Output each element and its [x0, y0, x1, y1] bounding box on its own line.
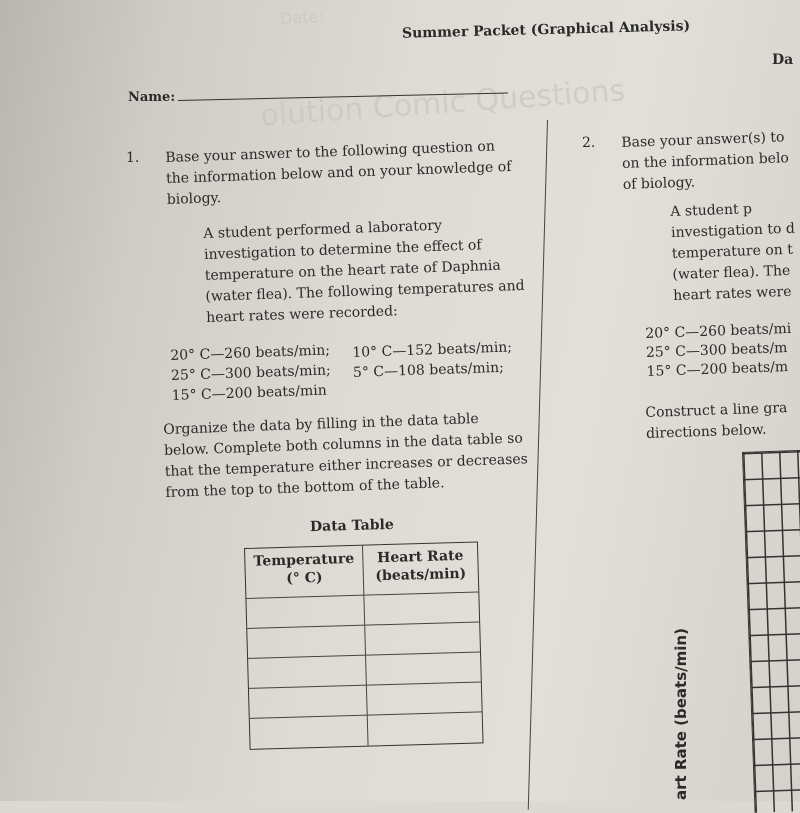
table-cell[interactable]: [248, 656, 367, 689]
data-table-title: Data Table: [309, 516, 394, 536]
question-2-passage: A student p investigation to d temperature on t (water flea). The heart rates were: [670, 201, 796, 304]
question-1-intro: Base your answer to the following question on the information below and on your knowledge of biology.: [165, 138, 512, 208]
bleed-through-heading: olution Comic Questions: [259, 73, 627, 134]
question-2-instructions: Construct a line gra directions below.: [645, 400, 788, 442]
packet-title: Summer Packet (Graphical Analysis): [401, 18, 691, 42]
question-2-number: 2.: [582, 135, 596, 151]
question-1-number: 1.: [126, 150, 140, 166]
question-2-data: 20° C—260 beats/mi 25° C—300 beats/m 15° C—200 beats/m: [645, 320, 792, 380]
table-cell[interactable]: [246, 596, 365, 629]
question-1-data-col2: 10° C—152 beats/min; 5° C—108 beats/min;: [352, 339, 513, 381]
table-cell[interactable]: [249, 686, 368, 719]
question-1-passage: A student performed a laboratory investigation to determine the effect of temperature on the heart rate of Daphnia (water flea). The following temperatures and heart rates were recorded:: [203, 217, 525, 326]
table-cell[interactable]: [250, 716, 369, 749]
table-header-heart-rate: Heart Rate (beats/min): [363, 542, 478, 595]
table-cell[interactable]: [364, 592, 479, 625]
data-table: [244, 541, 484, 749]
question-1-instructions: Organize the data by filling in the data table below. Complete both columns in the data table so that the temperature either increases or decreases from the top to the bottom of the table.: [163, 410, 529, 501]
table-cell[interactable]: [247, 626, 366, 659]
worksheet-page: Date: olution Comic Questions Summer Packet (Graphical Analysis) Da Name: 1. Base your answer to the following question on the information below and on your knowledge of biology. A student performed a laboratory investigation to determine the effect of temperature on the heart rate of Daphnia (water flea). The following temperatures and heart rates were recorded: 20° C—260 beats/min; 25° C—300 beats/min; 15° C—200 beats/min 10° C—152 beats/min; 5° C—108 beats/min; Organize the data by filling in the data table below. Complete both columns in the data table so that the temperature either increases or decreases from the top to the bottom of the table. Data Table Temperature (° C) Heart Rate (beats/min) 2. Base your answer(s) to on the information belo of biology. A student p investigation to d temperature on t (water flea). The heart rates were 20° C—260 beats/mi 25° C—300 beats/m 15° C—200 beats/m Construct a line gra directions below. art Rate (beats/min): [0, 0, 800, 801]
graph-grid: [742, 450, 800, 813]
bleed-through-text: Date:: [279, 6, 325, 29]
table-cell[interactable]: [365, 622, 480, 655]
question-1-data-col1: 20° C—260 beats/min; 25° C—300 beats/min; 15° C—200 beats/min: [170, 342, 331, 404]
table-header-temperature: Temperature (° C): [245, 546, 364, 599]
date-label: Da: [772, 52, 794, 68]
table-cell[interactable]: [366, 652, 481, 685]
question-2-intro: Base your answer(s) to on the information belo of biology.: [621, 129, 790, 193]
table-cell[interactable]: [367, 682, 482, 715]
column-divider: [528, 120, 548, 810]
name-label: Name:: [128, 90, 176, 105]
table-cell[interactable]: [368, 712, 483, 745]
